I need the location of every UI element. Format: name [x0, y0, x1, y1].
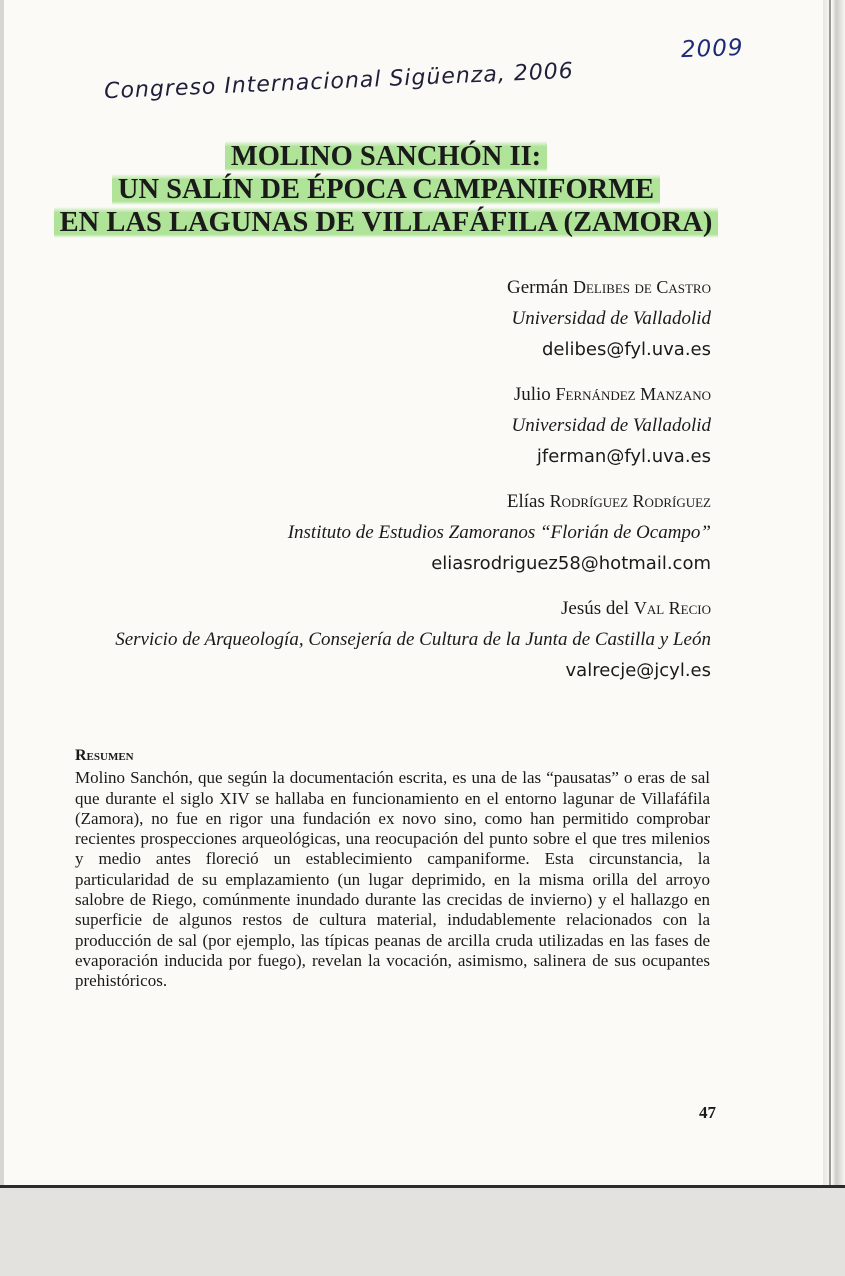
- author-name: [115, 486, 711, 517]
- author-affiliation: Universidad de Valladolid: [511, 308, 711, 329]
- author-first-name: Elías: [506, 491, 545, 512]
- page-number: 47: [699, 1103, 716, 1122]
- scan-left-edge: [0, 0, 4, 1276]
- page-stack-line: [829, 0, 831, 1276]
- author-email: eliasrodriguez58@hotmail.com: [431, 553, 711, 574]
- author-last-name: Val Recio: [633, 598, 711, 618]
- abstract-section: [75, 746, 710, 992]
- author-first-name: Jesús del: [561, 598, 630, 619]
- author-email: jferman@fyl.uva.es: [536, 446, 711, 467]
- handwritten-year: 2009: [680, 34, 744, 64]
- title-line-3: EN LAS LAGUNAS DE VILLAFÁFILA (ZAMORA): [54, 207, 719, 238]
- author-last-name: Rodríguez Rodríguez: [549, 491, 711, 511]
- author-name: [115, 379, 711, 410]
- author-affiliation: Instituto de Estudios Zamoranos “Florián de Ocampo”: [287, 522, 711, 543]
- author-email: valrecje@jcyl.es: [565, 660, 711, 681]
- author-first-name: Julio: [513, 384, 551, 405]
- title-line-2: UN SALÍN DE ÉPOCA CAMPANIFORME: [112, 174, 660, 205]
- handwritten-note: Congreso Internacional Sigüenza, 2006: [103, 58, 575, 105]
- author-block: [115, 272, 711, 365]
- paper-title: [40, 140, 732, 239]
- abstract-body: Molino Sanchón, que según la documentación escrita, es una de las “pausatas” o eras de sal que durante el siglo XIV se hallaba en funcionamiento en el entorno lagunar de Villafáfila (Zamora), no fue en rigor una fundación ex novo sino, como han permitido comprobar recientes prospecciones arqueológicas, una reocupación del punto sobre el que tres milenios y medio antes floreció un establecimiento campaniforme. Esta circunstancia, la particularidad de su emplazamiento (un lugar deprimido, en la misma orilla del arroyo salobre de Riego, comúnmente inundado durante las crecidas de invierno) y el hallazgo en superficie de algunos restos de cultura material, indudablemente relacionados con la producción de sal (por ejemplo, las típicas peanas de arcilla cruda utilizadas en las fases de evaporación inducida por fuego), revelan la vocación, asimismo, salinera de sus ocupantes prehistóricos.: [75, 768, 710, 991]
- author-affiliation: Universidad de Valladolid: [511, 415, 711, 436]
- title-line-1: MOLINO SANCHÓN II:: [225, 141, 547, 172]
- author-name: [115, 272, 711, 303]
- author-name: [115, 593, 711, 624]
- author-last-name: Fernández Manzano: [555, 384, 711, 404]
- author-block: [115, 593, 711, 686]
- abstract-heading: Resumen: [75, 747, 134, 764]
- page-stack-edge: [823, 0, 845, 1276]
- author-block: [115, 379, 711, 472]
- author-affiliation: Servicio de Arqueología, Consejería de Cultura de la Junta de Castilla y León: [115, 629, 711, 650]
- author-last-name: Delibes de Castro: [572, 277, 711, 297]
- author-first-name: Germán: [507, 277, 569, 298]
- author-list: [115, 272, 711, 700]
- author-block: [115, 486, 711, 579]
- scan-bottom-area: [0, 1188, 845, 1276]
- author-email: delibes@fyl.uva.es: [541, 339, 711, 360]
